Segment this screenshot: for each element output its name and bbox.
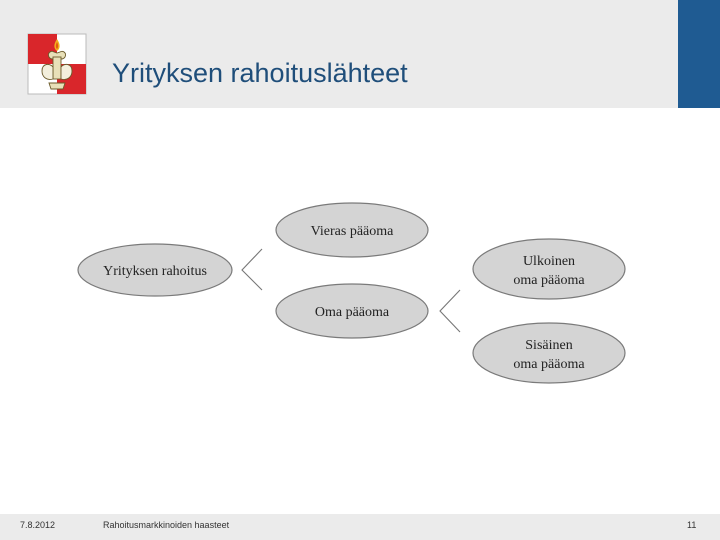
- oma-branch-bracket: [440, 290, 460, 332]
- slide-title: Yrityksen rahoituslähteet: [112, 58, 408, 88]
- node-oma-paaoma-label: Oma pääoma: [314, 305, 390, 320]
- node-oma-paaoma: [276, 284, 428, 338]
- node-ulkoinen-line1: Ulkoinen: [522, 254, 576, 269]
- footer-caption: Rahoitusmarkkinoiden haasteet: [103, 520, 230, 530]
- node-sisainen-oma-paaoma: [473, 323, 625, 383]
- node-sisainen-line1: Sisäinen: [525, 338, 573, 353]
- node-ulkoinen-line2: oma pääoma: [513, 273, 585, 288]
- node-sisainen-line2: oma pääoma: [513, 357, 585, 372]
- root-branch-bracket: [242, 249, 262, 290]
- node-ulkoinen-oma-paaoma: [473, 239, 625, 299]
- footer-date: 7.8.2012: [20, 520, 56, 530]
- node-vieras-paaoma: [276, 203, 428, 257]
- node-vieras-paaoma-label: Vieras pääoma: [310, 224, 394, 239]
- root-node: [78, 244, 232, 296]
- footer-page-number: 11: [687, 520, 697, 530]
- root-node-label: Yrityksen rahoitus: [103, 264, 207, 279]
